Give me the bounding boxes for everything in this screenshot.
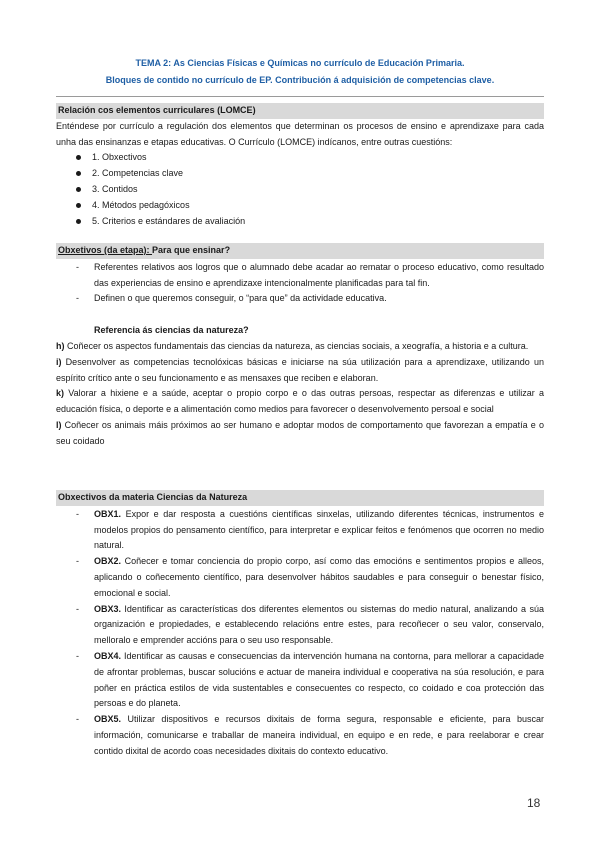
list-item: - OBX5. Utilizar dispositivos e recursos dixitais de forma segura, responsable e eficiente, para buscar información, comunicarse e traballar de maneira individual, en equipo e en rede, e para reelaborar e crear contido dixital de acordo coas necesidades dixitais do contexto educativo. (76, 714, 544, 756)
title-divider (56, 96, 544, 97)
section-heading: Obxectivos da materia Ciencias da Natureza (56, 490, 544, 506)
list-item: - OBX4. Identificar as causas e consecuencias da intervención humana na contorna, para mellorar a capacidade de afrontar problemas, buscar solucións e actuar de maneira individual e cooperativa na súa resolución, e para poñer en práctica estilos de vida sustentables e consecuentes co respecto, co coidado e coa protección das persoas e do planeta. (76, 650, 544, 709)
list-item: 5. Criterios e estándares de avaliación (56, 214, 544, 230)
document-title (56, 55, 544, 89)
objectives-list (56, 260, 544, 307)
bullet-icon (76, 203, 81, 208)
title-line-1: TEMA 2: As Ciencias Físicas e Químicas no currículo de Educación Primaria. (135, 58, 465, 68)
paragraph-h: h) Coñecer os aspectos fundamentais das ciencias da natureza, as ciencias sociais, a xeografía, a historia e a cultura. (56, 340, 529, 351)
bullet-icon (76, 187, 81, 192)
section-heading: Relación cos elementos curriculares (LOMCE) (56, 103, 544, 119)
list-item: 4. Métodos pedagóxicos (56, 198, 544, 214)
list-item: 2. Competencias clave (56, 166, 544, 182)
section-curricular-elements (56, 103, 544, 229)
section-heading: Obxetivos (da etapa): Para que ensinar? (56, 243, 544, 259)
paragraph-l: l) Coñecer os animais máis próximos ao ser humano e adoptar modos de comportamento que favorezan a empatía e o seu coidado (56, 419, 544, 446)
subheading: Referencia ás ciencias da natureza? (94, 325, 249, 336)
section-subject-objectives (56, 490, 544, 760)
list-item: 1. Obxectivos (56, 150, 544, 166)
section-intro: Enténdese por currículo a regulación dos elementos que determinan os procesos de ensino e aprendizaxe para cada unha das ensinanzas e etapas educativas. O Currículo (LOMCE) indícanos, entre outras cuestións: (56, 120, 544, 147)
list-item: - Referentes relativos aos logros que o alumnado debe acadar ao rematar o proceso educativo, como resultado das experiencias de ensino e aprendizaxe intencionalmente planificadas para tal fin. (76, 261, 544, 288)
list-item: 3. Contidos (56, 182, 544, 198)
bullet-icon (76, 155, 81, 160)
paragraph-k: k) Valorar a hixiene e a saúde, aceptar o propio corpo e o das outras persoas, respectar as diferenzas e utilizar a educación física, o deporte e a alimentación como medios para favorecer o desenvolvemento persoal e social (56, 388, 544, 415)
subject-objectives-list (56, 507, 544, 760)
list-item: - Definen o que queremos conseguir, o “para que” da actividade educativa. (76, 293, 387, 304)
list-item: - OBX2. Coñecer e tomar conciencia do propio corpo, así como das emocións e sentimentos propios e alleos, aplicando o coñecemento científico, para desenvolver hábitos saudables e para conseguir o benestar físico, emocional e social. (76, 556, 544, 598)
title-line-2: Bloques de contido no currículo de EP. Contribución á adquisición de competencias clave. (105, 75, 495, 85)
page-number: 18 (527, 796, 541, 810)
curricular-elements-list (56, 150, 544, 229)
list-item: - OBX1. Expor e dar resposta a cuestións científicas sinxelas, utilizando diferentes técnicas, instrumentos e modelos propios do pensamento científico, para interpretar e explicar feitos e fenómenos que ocorren no medio natural. (76, 508, 544, 551)
section-objectives (56, 243, 544, 450)
paragraph-i: i) Desenvolver as competencias tecnolóxicas básicas e iniciarse na súa utilización para a aprendizaxe, utilizando un espírito crítico ante o seu funcionamento e as mensaxes que reciben e elaboran. (56, 356, 544, 383)
list-item: - OBX3. Identificar as características dos diferentes elementos ou sistemas do medio natural, analizando a súa organización e propiedades, e establecendo relacións entre estes, para recoñecer o seu valor, conservalo, melloralo e emprender accións para o seu uso responsable. (76, 603, 544, 646)
bullet-icon (76, 171, 81, 176)
bullet-icon (76, 219, 81, 224)
